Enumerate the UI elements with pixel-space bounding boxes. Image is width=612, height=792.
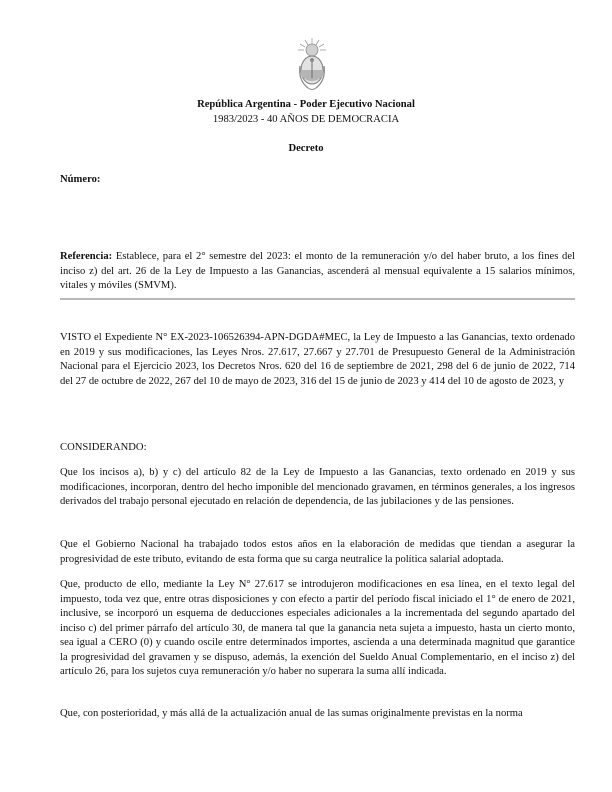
considerando-paragraph: Que, con posterioridad, y más allá de la actualización anual de las sumas originalmente previstas en la norma: [60, 708, 523, 719]
document-type: Decreto: [288, 143, 324, 154]
referencia-label: Referencia:: [60, 251, 113, 262]
header-subtitle: 1983/2023 - 40 AÑOS DE DEMOCRACIA: [212, 114, 400, 125]
considerando-paragraph: Que, producto de ello, mediante la Ley N° 27.617 se introdujeron modificaciones en esa línea, en el texto legal del impuesto, toda vez que, entre otras disposiciones y con efecto a partir del período fiscal iniciado el 1° de enero de 2021, inclusive, se incorporó un esquema de deducciones especiales adicionales a la incrementada del segundo apartado del inciso c) del primer párrafo del artículo 30, de manera tal que la ganancia neta sujeta a impuesto, hasta un cierto monto, sea igual a CERO (0) y cuando oscile entre determinados importes, ascienda a una determinada magnitud que garantice la progresividad del gravamen y se dispuso, además, la exención del Sueldo Anual Complementario, en el inciso z) del artículo 26, para los sujetos cuya remuneración y/o haber no superara la suma allí indicada.: [60, 579, 575, 677]
considerando-paragraph: Que el Gobierno Nacional ha trabajado todos estos años en la elaboración de medidas que tiendan a asegurar la progresividad de este tributo, evitando de esta forma que su carga neutralice la política salarial adoptada.: [60, 539, 575, 565]
visto-paragraph: VISTO el Expediente N° EX-2023-106526394-APN-DGDA#MEC, la Ley de Impuesto a las Ganancias, texto ordenado en 2019 y sus modificaciones, las Leyes Nros. 27.617, 27.667 y 27.701 de Presupuesto General de la Administración Nacional para el Ejercicio 2023, los Decretos Nros. 620 del 16 de septiembre de 2021, 298 del 6 de junio de 2022, 714 del 27 de octubre de 2022, 267 del 10 de mayo de 2023, 316 del 15 de junio de 2023 y 414 del 10 de agosto de 2023, y: [60, 332, 575, 387]
header-title: República Argentina - Poder Ejecutivo Nacional: [197, 99, 415, 110]
numero-label: Número:: [60, 174, 101, 185]
argentina-coat-of-arms-icon: [296, 36, 328, 92]
considerando-heading: CONSIDERANDO:: [60, 442, 147, 453]
section-divider: [60, 298, 575, 300]
referencia-text: Establece, para el 2° semestre del 2023: el monto de la remuneración y/o del haber bruto, a los fines del inciso z) del art. 26 de la Ley de Impuesto a las Ganancias, ascenderá al mensual equivalente a 15 salarios mínimos, vitales y móviles (SMVM).: [60, 251, 576, 291]
referencia-paragraph: [60, 250, 575, 294]
considerando-paragraph: Que los incisos a), b) y c) del artículo 82 de la Ley de Impuesto a las Ganancias, texto ordenado en 2019 y sus modificaciones, incorporan, dentro del hecho imponible del mencionado gravamen, en términos generales, a los ingresos derivados del trabajo personal ejecutado en relación de dependencia, de las jubilaciones y de las pensiones.: [60, 467, 575, 507]
